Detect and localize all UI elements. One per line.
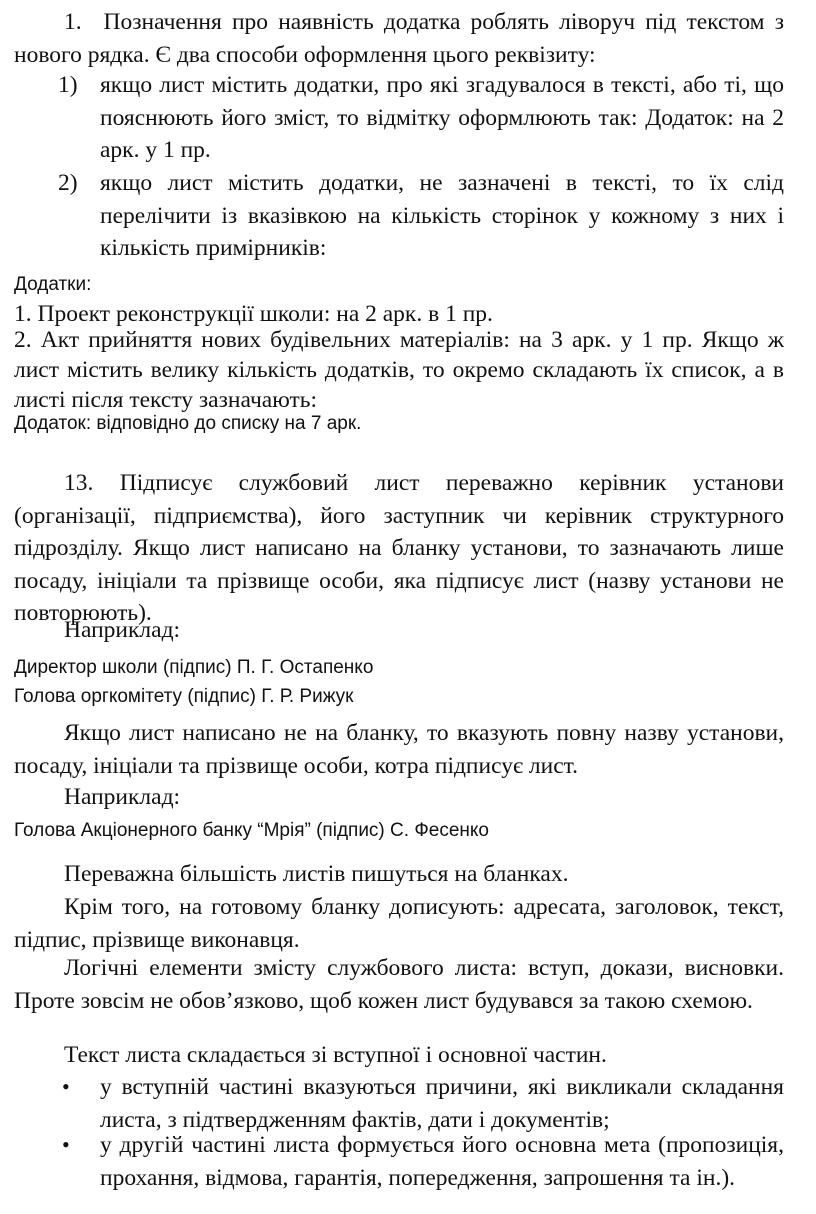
- paragraph-logic: Логічні елементи змісту службового листа: вступ, докази, висновки. Проте зовсім не обов’язково, щоб кожен лист будувався за такою схемою.: [14, 955, 784, 1014]
- example-label: Наприклад:: [64, 617, 181, 643]
- bullet-icon: •: [62, 1074, 70, 1099]
- paragraph-besides: Крім того, на готовому бланку дописують: адресата, заголовок, текст, підпис, прізвище виконавця.: [14, 894, 784, 953]
- signature-example-1: Директор школи (підпис) П. Г. Остапенко: [14, 657, 374, 678]
- signature-example-3: Голова Акціонерного банку “Мрія” (підпис) С. Фесенко: [14, 820, 489, 841]
- bullet-icon: •: [62, 1132, 70, 1157]
- item-text: якщо лист містить додатки, про які згадувалося в тексті, або ті, що пояснюють його зміст, то відмітку оформлюють так: Додаток: на 2 арк. у 1 пр.: [100, 72, 784, 163]
- paragraph-text-parts: Текст листа складається зі вступної і основної частин.: [64, 1042, 607, 1068]
- attachments-heading: Додатки:: [14, 274, 92, 295]
- paragraph-not-on-blank: Якщо лист написано не на бланку, то вказують повну назву установи, посаду, ініціали та прізвище особи, котра підписує лист.: [14, 720, 784, 779]
- item-number: 2): [58, 170, 78, 196]
- bullet-item-1: [58, 1071, 784, 1136]
- signature-example-2: Голова оргкомітету (підпис) Г. Р. Рижук: [14, 686, 354, 707]
- example-label: Наприклад:: [64, 784, 181, 810]
- item-text: якщо лист містить додатки, не зазначені в тексті, то їх слід перелічити із вказівкою на кількість сторінок у кожному з них і кількість примірників:: [100, 170, 784, 261]
- paragraph-majority: Переважна більшість листів пишуться на бланках.: [64, 861, 569, 887]
- paragraph-attachment-intro: 1. Позначення про наявність додатка роблять ліворуч під текстом з нового рядка. Є два способи оформлення цього реквізиту:: [14, 9, 784, 68]
- bullet-item-2: [58, 1129, 784, 1194]
- attachment-line-2: 2. Акт прийняття нових будівельних матеріалів: на 3 арк. у 1 пр. Якщо ж лист містить велику кількість додатків, то окремо складають їх список, а в листі після тексту зазначають:: [14, 327, 784, 413]
- numbered-item-2: [58, 167, 784, 265]
- attachment-line-1: 1. Проект реконструкції школи: на 2 арк. в 1 пр.: [14, 301, 493, 327]
- bullet-text: у другій частині листа формується його основна мета (пропозиція, прохання, відмова, гарантія, попередження, запрошення та ін.).: [100, 1132, 784, 1191]
- paragraph-signature: 13. Підписує службовий лист переважно керівник установи (організації, підприємства), його заступник чи керівник структурного підрозділу. Якщо лист написано на бланку установи, то зазначають лише посаду, ініціали та прізвище особи, яка підписує лист (назву установи не повторюють).: [14, 470, 784, 626]
- numbered-item-1: [58, 69, 784, 167]
- bullet-text: у вступній частині вказуються причини, які викликали складання листа, з підтвердженням фактів, дати і документів;: [100, 1074, 784, 1133]
- item-number: 1): [58, 72, 78, 98]
- attachment-note: Додаток: відповідно до списку на 7 арк.: [14, 413, 362, 434]
